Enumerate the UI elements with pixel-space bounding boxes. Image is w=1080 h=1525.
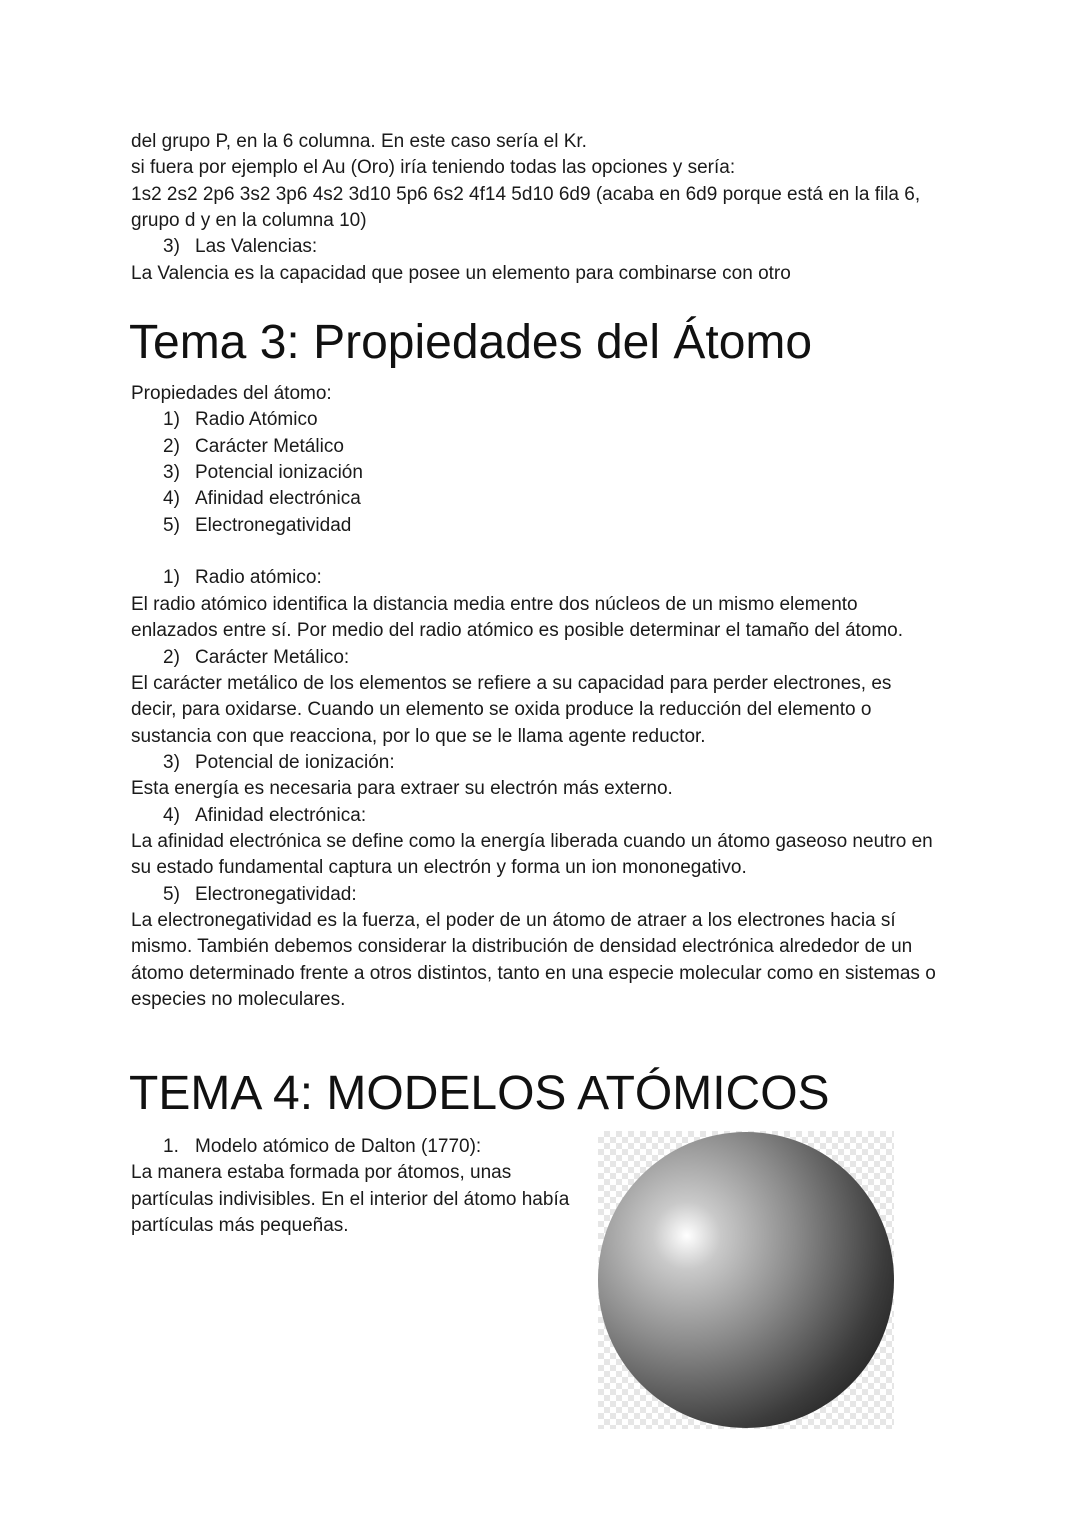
list-number: 4) xyxy=(163,488,180,509)
section-title-tema4: TEMA 4: MODELOS ATÓMICOS xyxy=(129,1067,830,1120)
section-heading-caracter xyxy=(163,645,349,671)
text-line: La afinidad electrónica se define como la energía liberada cuando un átomo gaseoso neutro en xyxy=(131,831,933,852)
section-heading-label: Potencial de ionización: xyxy=(195,752,395,773)
text-line: mismo. También debemos considerar la distribución de densidad electrónica alrededor de un xyxy=(131,936,913,957)
text-line: del grupo P, en la 6 columna. En este caso sería el Kr. xyxy=(131,131,587,152)
list-item xyxy=(163,407,318,433)
list-intro: Propiedades del átomo: xyxy=(131,383,332,404)
list-item xyxy=(163,460,363,486)
text-line: El carácter metálico de los elementos se refiere a su capacidad para perder electrones, es xyxy=(131,673,892,694)
sphere-image xyxy=(598,1131,894,1429)
list-label: Electronegatividad xyxy=(195,515,352,536)
list-number: 4) xyxy=(163,805,180,826)
list-number: 5) xyxy=(163,884,180,905)
section-heading-label: Electronegatividad: xyxy=(195,884,357,905)
text-line: La manera estaba formada por átomos, unas xyxy=(131,1162,512,1183)
text-line: grupo d y en la columna 10) xyxy=(131,210,367,231)
text-line: enlazados entre sí. Por medio del radio atómico es posible determinar el tamaño del átomo. xyxy=(131,620,904,641)
dalton-sphere-icon xyxy=(598,1132,894,1428)
list-number: 3) xyxy=(163,752,180,773)
text-line: La electronegatividad es la fuerza, el poder de un átomo de atraer a los electrones hacia sí xyxy=(131,910,896,931)
text-line: decir, para oxidarse. Cuando un elemento se oxida produce la reducción del elemento o xyxy=(131,699,872,720)
text-line: El radio atómico identifica la distancia media entre dos núcleos de un mismo elemento xyxy=(131,594,858,615)
section-heading-electronegatividad xyxy=(163,882,357,908)
list-number: 1) xyxy=(163,567,180,588)
list-item xyxy=(163,513,351,539)
list-item xyxy=(163,486,361,512)
section-heading-label: Afinidad electrónica: xyxy=(195,805,367,826)
list-item xyxy=(163,434,344,460)
section-title-tema3: Tema 3: Propiedades del Átomo xyxy=(129,316,813,369)
text-line: Esta energía es necesaria para extraer su electrón más externo. xyxy=(131,778,673,799)
section-heading-radio xyxy=(163,565,322,591)
list-item-valencias xyxy=(163,234,317,260)
list-label: Modelo atómico de Dalton (1770): xyxy=(195,1136,482,1157)
text-line: átomo determinado frente a otros distintos, tanto en una especie molecular como en sistemas o xyxy=(131,963,936,984)
section-heading-label: Radio atómico: xyxy=(195,567,322,588)
list-label: Radio Atómico xyxy=(195,409,318,430)
section-heading-label: Carácter Metálico: xyxy=(195,647,350,668)
text-line: su estado fundamental captura un electrón y forma un ion mononegativo. xyxy=(131,857,747,878)
list-item-dalton xyxy=(163,1134,481,1160)
list-number: 3) xyxy=(163,236,180,257)
list-label: Las Valencias: xyxy=(195,236,318,257)
text-line: partículas más pequeñas. xyxy=(131,1215,349,1236)
text-line: si fuera por ejemplo el Au (Oro) iría teniendo todas las opciones y sería: xyxy=(131,157,736,178)
list-number: 1. xyxy=(163,1136,179,1157)
list-number: 2) xyxy=(163,436,180,457)
list-label: Afinidad electrónica xyxy=(195,488,361,509)
list-label: Potencial ionización xyxy=(195,462,363,483)
text-line: La Valencia es la capacidad que posee un elemento para combinarse con otro xyxy=(131,263,791,284)
text-line: partículas indivisibles. En el interior del átomo había xyxy=(131,1189,570,1210)
text-line: especies no moleculares. xyxy=(131,989,346,1010)
list-number: 1) xyxy=(163,409,180,430)
section-heading-potencial xyxy=(163,750,395,776)
list-number: 2) xyxy=(163,647,180,668)
section-heading-afinidad xyxy=(163,803,366,829)
list-number: 5) xyxy=(163,515,180,536)
list-number: 3) xyxy=(163,462,180,483)
text-line: sustancia con que reacciona, por lo que se le llama agente reductor. xyxy=(131,726,706,747)
text-line: 1s2 2s2 2p6 3s2 3p6 4s2 3d10 5p6 6s2 4f14 5d10 6d9 (acaba en 6d9 porque está en la fila 6, xyxy=(131,184,921,205)
list-label: Carácter Metálico xyxy=(195,436,344,457)
